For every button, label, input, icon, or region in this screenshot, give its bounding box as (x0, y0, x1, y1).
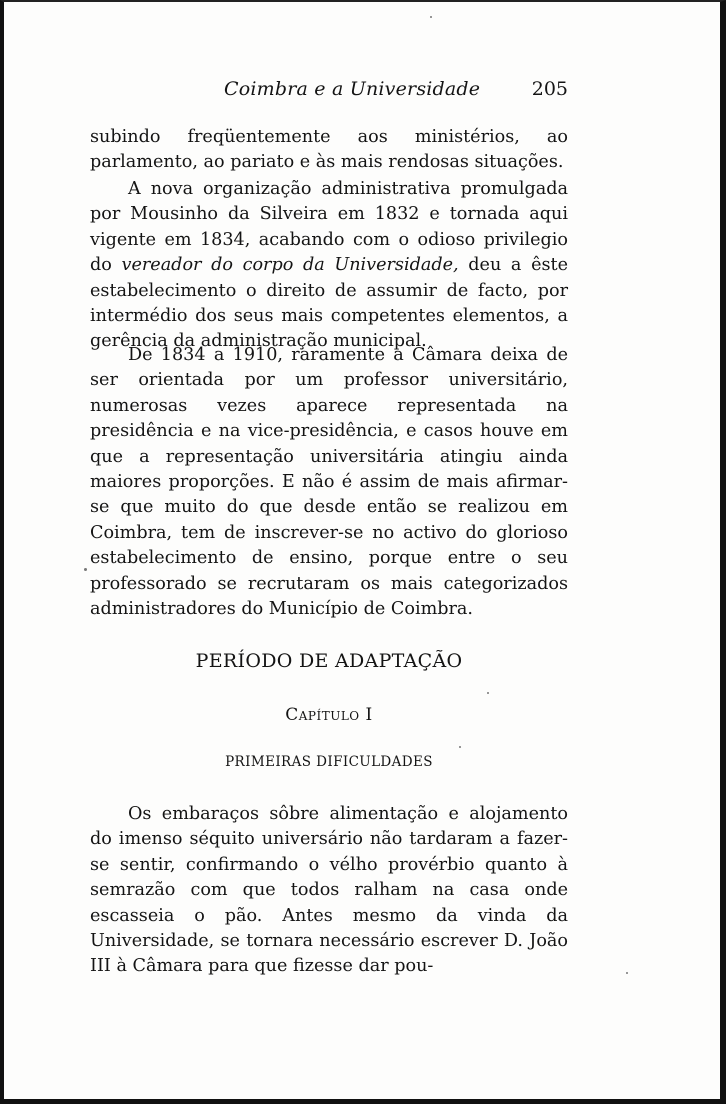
page-header (90, 78, 568, 108)
section-title: PERÍODO DE ADAPTAÇÃO (195, 650, 463, 672)
page-number: 205 (531, 78, 568, 100)
chapter-subtitle: PRIMEIRAS DIFICULDADES (225, 754, 433, 770)
italic-phrase: vereador do corpo da Universidade, (121, 255, 459, 276)
paragraph-text: De 1834 a 1910, raramente a Câmara deixa de ser orientada por um professor universitário, numerosas vezes aparece representada na presidência e na vice-presidência, e casos houve em que a representação universitária atingiu ainda maiores proporções. E não é assim de mais afirmar-se que muito do que desde então se realizou em Coimbra, tem de inscrever-se no activo do glorioso estabelecimento de ensino, porque entre o seu professorado se recrutaram os mais categorizados administradores do Município de Coimbra. (90, 345, 568, 620)
print-speck (430, 16, 432, 18)
paragraph-text-part: A nova organização administrativa promulgada por Mousinho da Silveira em 1832 e tornada aqui vigente em 1834, acabando com o odioso privilegio do (90, 179, 568, 276)
print-speck (459, 746, 461, 748)
paragraph-university-influence (90, 343, 568, 622)
paragraph-text-part: deu a êste estabelecimento o direito de assumir de facto, por intermédio dos seus mais competentes elementos, a gerência da administração municipal. (90, 255, 568, 352)
running-title: Coimbra e a Universidade (224, 78, 481, 100)
print-speck (487, 692, 489, 694)
paragraph-continuation (90, 125, 568, 176)
paragraph-text: subindo freqüentemente aos ministérios, ao parlamento, ao pariato e às mais rendosas situações. (90, 127, 568, 173)
paragraph-administrative-reform (90, 177, 568, 355)
paragraph-text: Os embaraços sôbre alimentação e alojamento do imenso séquito universário não tardaram a fazer-se sentir, confirmando o vélho provérbio quanto à semrazão com que todos ralham na casa onde escasseia o pão. Antes mesmo da vinda da Universidade, se tornara necessário escrever D. João III à Câmara para que fizesse dar pou- (90, 804, 568, 977)
print-speck (626, 972, 628, 974)
chapter-label: Capítulo I (285, 705, 373, 725)
print-speck (84, 568, 87, 571)
paragraph-first-difficulties (90, 802, 568, 980)
paragraph-text (90, 177, 568, 355)
